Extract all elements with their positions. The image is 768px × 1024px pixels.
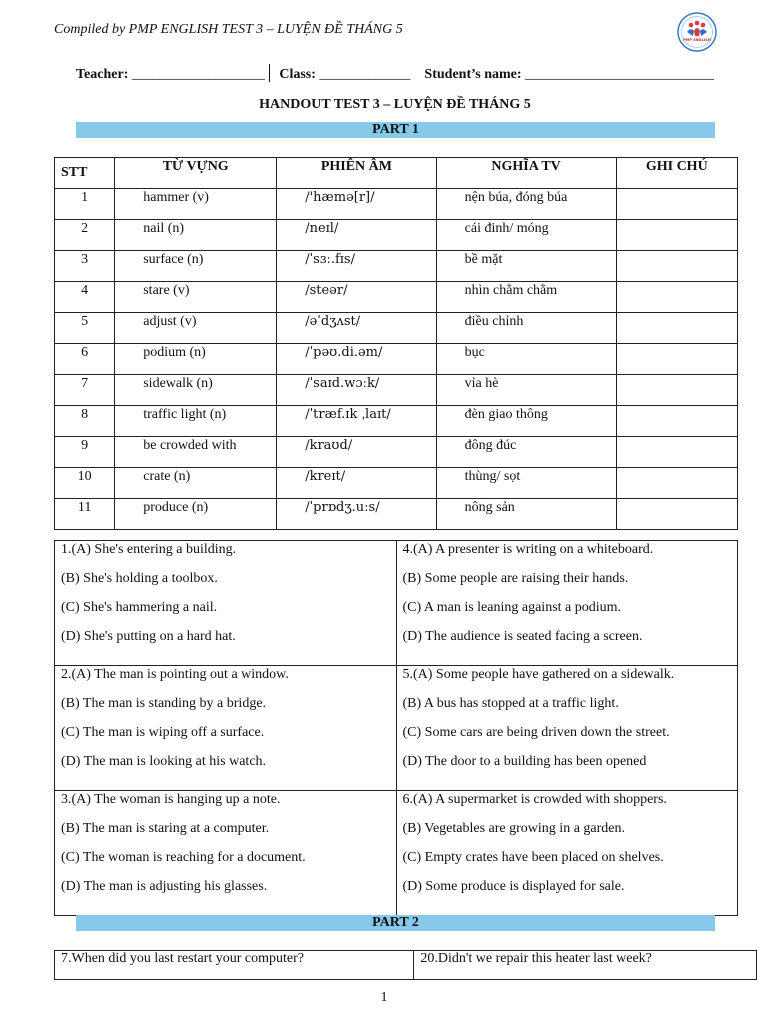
word-cell: adjust (v) — [115, 313, 277, 344]
answer-option: 4.(A) A presenter is writing on a whiteboard. — [402, 542, 654, 557]
column-header: PHIÊN ÂM — [277, 158, 436, 189]
question-row — [55, 666, 738, 791]
question-row — [55, 951, 757, 980]
note-cell — [616, 251, 737, 282]
word-cell: podium (n) — [115, 344, 277, 375]
answer-option: (D) The man is looking at his watch. — [61, 754, 267, 769]
meaning-cell: vỉa hè — [436, 375, 616, 406]
meaning-cell: đông đúc — [436, 437, 616, 468]
note-cell — [616, 313, 737, 344]
note-cell — [616, 499, 737, 530]
part1-heading: PART 1 — [76, 122, 715, 138]
stt-cell: 1 — [55, 189, 115, 220]
meaning-cell: nhìn chằm chằm — [436, 282, 616, 313]
note-cell — [616, 344, 737, 375]
meaning-cell: bề mặt — [436, 251, 616, 282]
student-name-blank: ___________________________ — [525, 67, 715, 82]
vocabulary-table — [54, 157, 738, 530]
word-cell: traffic light (n) — [115, 406, 277, 437]
meaning-cell: thùng/ sọt — [436, 468, 616, 499]
table-row — [55, 282, 738, 313]
answer-option: (B) She's holding a toolbox. — [61, 571, 218, 586]
meaning-cell: bục — [436, 344, 616, 375]
meaning-cell: cái đinh/ móng — [436, 220, 616, 251]
table-row — [55, 220, 738, 251]
table-row — [55, 406, 738, 437]
word-cell: be crowded with — [115, 437, 277, 468]
answer-option: 6.(A) A supermarket is crowded with shoppers. — [402, 792, 667, 807]
teacher-blank: ___________________ — [131, 67, 265, 82]
handout-title: HANDOUT TEST 3 – LUYỆN ĐỀ THÁNG 5 — [259, 97, 531, 112]
stt-cell: 4 — [55, 282, 115, 313]
part2-questions-table — [54, 950, 757, 980]
word-cell: produce (n) — [115, 499, 277, 530]
stt-cell: 11 — [55, 499, 115, 530]
question-cell: 7.When did you last restart your computer? — [55, 951, 414, 980]
phonetic-cell: /neɪl/ — [277, 220, 436, 251]
phonetic-cell: /kreɪt/ — [277, 468, 436, 499]
answer-option: (B) The man is staring at a computer. — [61, 821, 270, 836]
answer-option: (B) The man is standing by a bridge. — [61, 696, 267, 711]
header-compiled-by: Compiled by PMP ENGLISH TEST 3 – LUYỆN ĐỀ THÁNG 5 — [54, 22, 403, 37]
question-cell — [55, 541, 397, 666]
answer-option: 2.(A) The man is pointing out a window. — [61, 667, 289, 682]
note-cell — [616, 468, 737, 499]
note-cell — [616, 375, 737, 406]
answer-option: (C) Some cars are being driven down the street. — [402, 725, 670, 740]
table-row — [55, 189, 738, 220]
answer-option: 1.(A) She's entering a building. — [61, 542, 237, 557]
column-header: NGHĨA TV — [436, 158, 616, 189]
class-label: Class: — [279, 67, 316, 82]
answer-option: (B) Some people are raising their hands. — [402, 571, 629, 586]
question-cell: 20.Didn't we repair this heater last week? — [414, 951, 757, 980]
question-cell — [396, 791, 738, 916]
svg-text:PMP ENGLISH: PMP ENGLISH — [683, 38, 711, 42]
note-cell — [616, 437, 737, 468]
note-cell — [616, 282, 737, 313]
table-row — [55, 437, 738, 468]
stt-cell: 6 — [55, 344, 115, 375]
page-number: 1 — [380, 990, 388, 1005]
phonetic-cell: /steər/ — [277, 282, 436, 313]
note-cell — [616, 220, 737, 251]
answer-option: (C) The man is wiping off a surface. — [61, 725, 265, 740]
column-header: TỪ VỰNG — [115, 158, 277, 189]
word-cell: hammer (v) — [115, 189, 277, 220]
table-row — [55, 499, 738, 530]
phonetic-cell: /kraʊd/ — [277, 437, 436, 468]
part2-heading: PART 2 — [76, 915, 715, 931]
answer-option: (D) The man is adjusting his glasses. — [61, 879, 268, 894]
note-cell — [616, 189, 737, 220]
meaning-cell: nện búa, đóng búa — [436, 189, 616, 220]
answer-option: (B) Vegetables are growing in a garden. — [402, 821, 625, 836]
student-name-label: Student’s name: — [424, 67, 522, 82]
answer-option: 5.(A) Some people have gathered on a sidewalk. — [402, 667, 675, 682]
stt-cell: 9 — [55, 437, 115, 468]
word-cell: stare (v) — [115, 282, 277, 313]
teacher-label: Teacher: — [76, 67, 129, 82]
pmp-english-logo — [677, 12, 717, 52]
phonetic-cell: /ˈpəʊ.di.əm/ — [277, 344, 436, 375]
word-cell: sidewalk (n) — [115, 375, 277, 406]
phonetic-cell: /ˈsaɪd.wɔːk/ — [277, 375, 436, 406]
part1-questions-table — [54, 540, 738, 916]
answer-option: (D) The audience is seated facing a screen. — [402, 629, 643, 644]
word-cell: surface (n) — [115, 251, 277, 282]
meaning-cell: điều chỉnh — [436, 313, 616, 344]
stt-cell: 3 — [55, 251, 115, 282]
stt-cell: 5 — [55, 313, 115, 344]
question-row — [55, 791, 738, 916]
table-row — [55, 313, 738, 344]
note-cell — [616, 406, 737, 437]
answer-option: (D) The door to a building has been opened — [402, 754, 647, 769]
answer-option: (D) Some produce is displayed for sale. — [402, 879, 625, 894]
word-cell: nail (n) — [115, 220, 277, 251]
phonetic-cell: /'hæmə[r]/ — [277, 189, 436, 220]
student-info-line — [76, 64, 714, 83]
answer-option: (C) The woman is reaching for a document. — [61, 850, 306, 865]
question-row — [55, 541, 738, 666]
stt-cell: 2 — [55, 220, 115, 251]
table-row — [55, 344, 738, 375]
stt-cell: 8 — [55, 406, 115, 437]
question-cell — [396, 666, 738, 791]
phonetic-cell: /əˈdʒʌst/ — [277, 313, 436, 344]
table-row — [55, 251, 738, 282]
column-header: STT — [55, 158, 115, 189]
meaning-cell: nông sản — [436, 499, 616, 530]
table-row — [55, 468, 738, 499]
info-divider — [269, 64, 270, 82]
question-cell — [55, 666, 397, 791]
answer-option: (D) She's putting on a hard hat. — [61, 629, 236, 644]
phonetic-cell: /ˈtræf.ɪk ˌlaɪt/ — [277, 406, 436, 437]
answer-option: (C) She's hammering a nail. — [61, 600, 218, 615]
question-cell — [396, 541, 738, 666]
stt-cell: 7 — [55, 375, 115, 406]
stt-cell: 10 — [55, 468, 115, 499]
table-row — [55, 375, 738, 406]
meaning-cell: đèn giao thông — [436, 406, 616, 437]
class-blank: _____________ — [319, 67, 411, 82]
phonetic-cell: /ˈsɜː.fɪs/ — [277, 251, 436, 282]
word-cell: crate (n) — [115, 468, 277, 499]
column-header: GHI CHÚ — [616, 158, 737, 189]
answer-option: (C) Empty crates have been placed on shelves. — [402, 850, 664, 865]
vocabulary-header-row — [55, 158, 738, 189]
question-cell — [55, 791, 397, 916]
answer-option: (C) A man is leaning against a podium. — [402, 600, 622, 615]
phonetic-cell: /ˈprɒdʒ.uːs/ — [277, 499, 436, 530]
answer-option: 3.(A) The woman is hanging up a note. — [61, 792, 281, 807]
answer-option: (B) A bus has stopped at a traffic light. — [402, 696, 619, 711]
